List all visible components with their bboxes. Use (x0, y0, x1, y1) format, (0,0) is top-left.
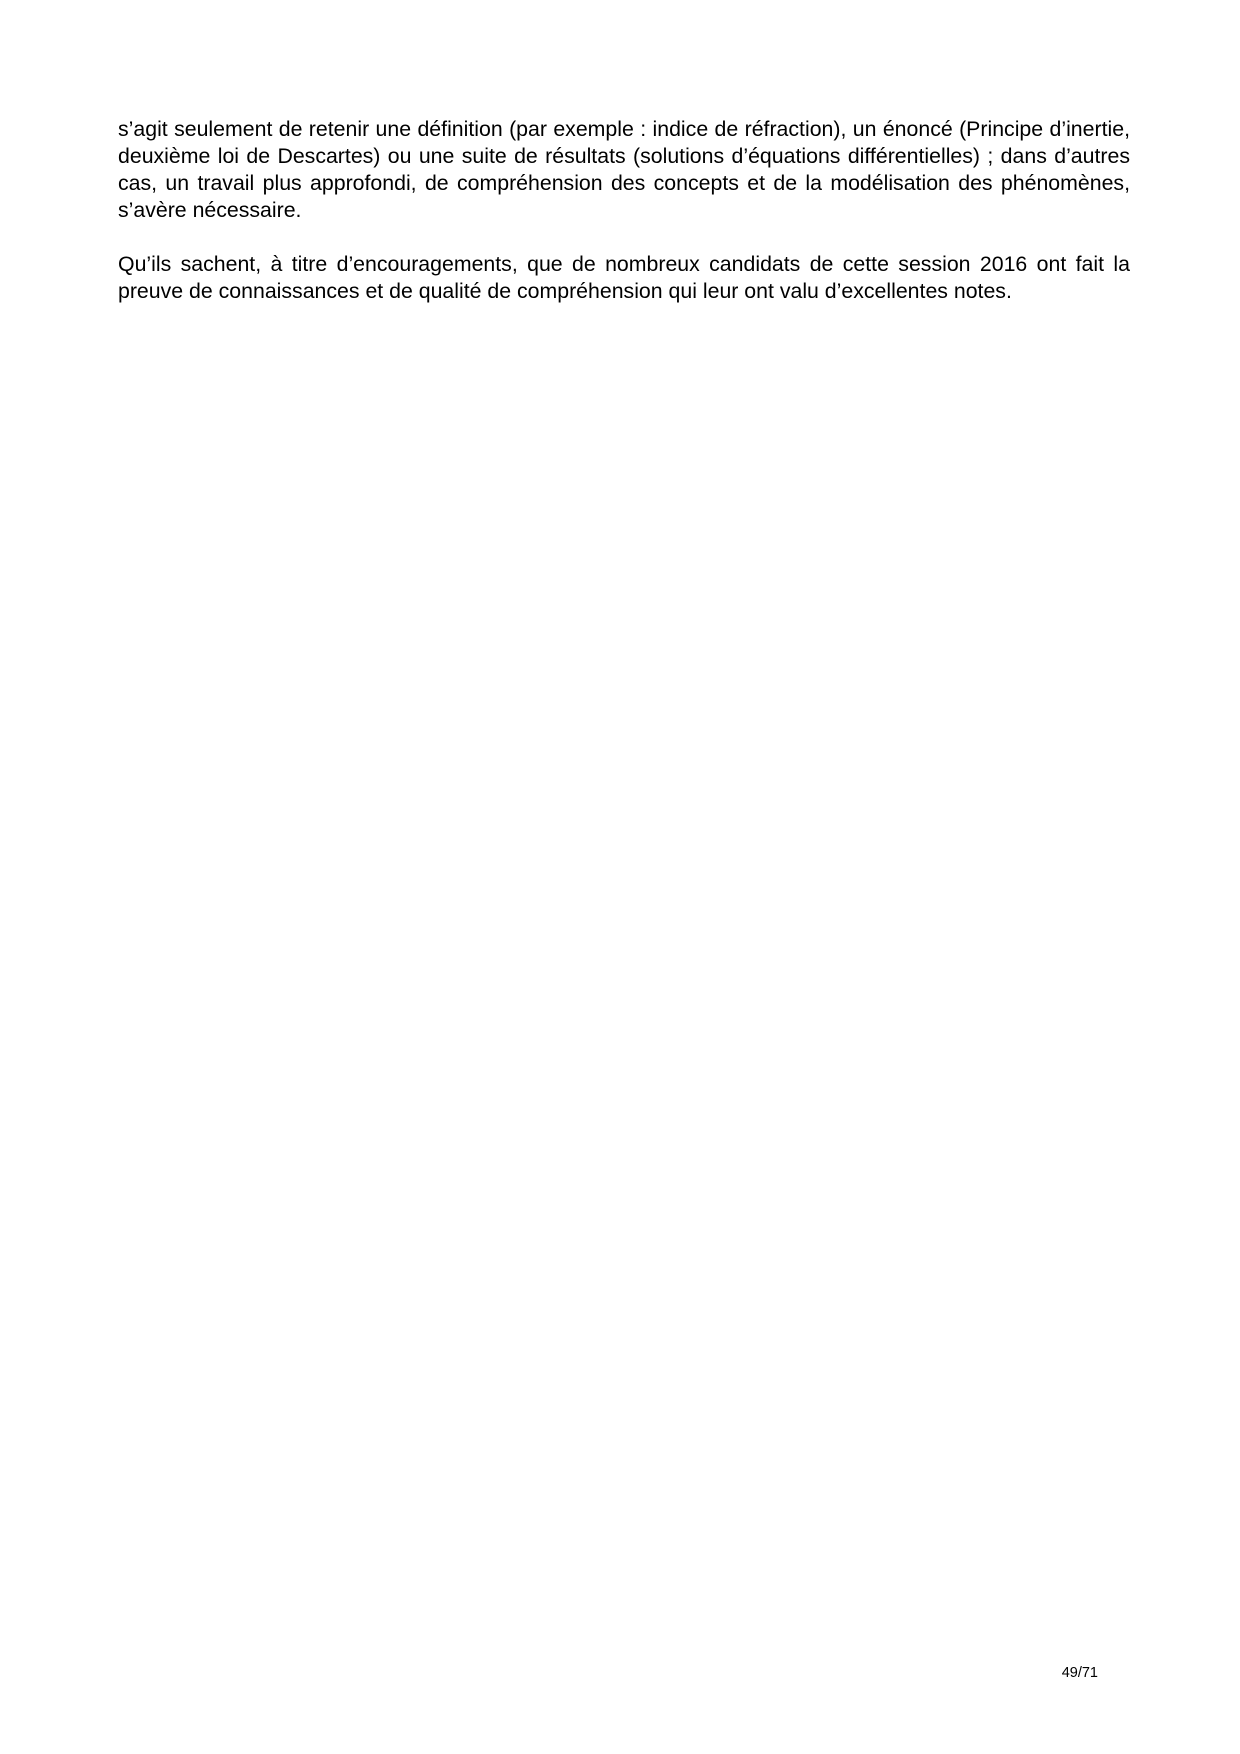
page-number: 49/71 (1061, 1665, 1098, 1681)
paragraph: s’agit seulement de retenir une définition (par exemple : indice de réfraction), un énoncé (Principe d’inertie, deuxième loi de Descartes) ou une suite de résultats (solutions d’équations différentielles) ; dans d’autres cas, un travail plus approfondi, de compréhension des concepts et de la modélisation des phénomènes, s’avère nécessaire. (118, 117, 1130, 222)
paragraph: Qu’ils sachent, à titre d’encouragements, que de nombreux candidats de cette session 2016 ont fait la preuve de connaissances et de qualité de compréhension qui leur ont valu d’excellentes notes. (118, 252, 1130, 303)
body-text (118, 116, 1130, 305)
